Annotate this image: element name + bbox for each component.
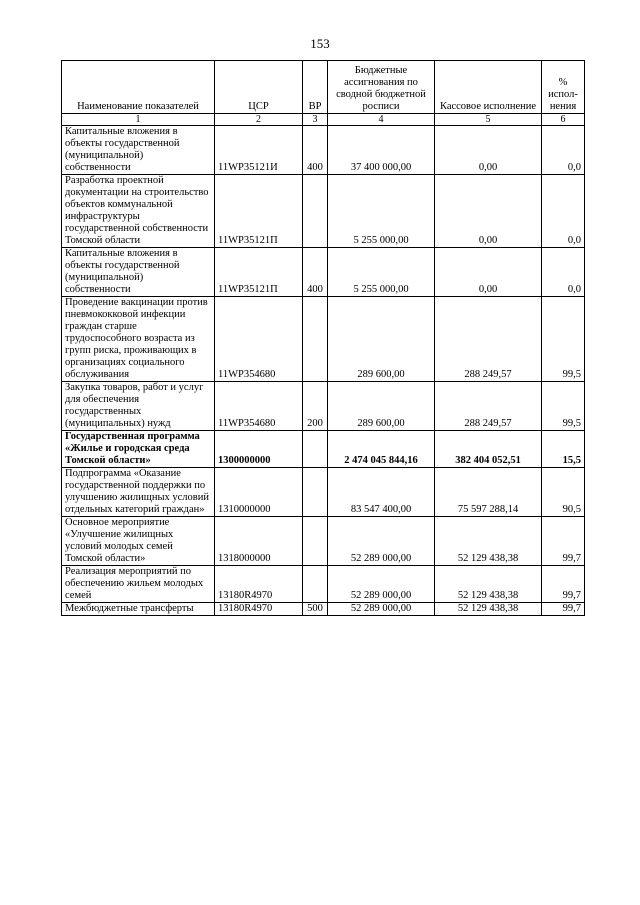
header-row <box>62 61 585 114</box>
column-number-row <box>62 114 585 126</box>
cell-pct: 0,0 <box>542 126 585 175</box>
header-vr: ВР <box>303 61 328 114</box>
cell-cash: 52 129 438,38 <box>435 603 542 616</box>
cell-name: Закупка товаров, работ и услуг для обеспечения государственных (муниципальных) нужд <box>62 382 215 431</box>
page-number: 153 <box>310 36 330 51</box>
table-row <box>62 566 585 603</box>
cell-cash: 0,00 <box>435 248 542 297</box>
cell-name: Капитальные вложения в объекты государственной (муниципальной) собственности <box>62 126 215 175</box>
table-row <box>62 297 585 382</box>
cell-csr: 11WP35121П <box>215 175 303 248</box>
cell-cash: 52 129 438,38 <box>435 566 542 603</box>
header-csr: ЦСР <box>215 61 303 114</box>
header-name: Наименование показателей <box>62 61 215 114</box>
cell-vr <box>303 175 328 248</box>
cell-csr: 13180R4970 <box>215 603 303 616</box>
cell-name: Разработка проектной документации на строительство объектов коммунальной инфраструктуры государственной собственности Томской области <box>62 175 215 248</box>
cell-budget: 2 474 045 844,16 <box>328 431 435 468</box>
cell-budget: 5 255 000,00 <box>328 248 435 297</box>
table-row <box>62 603 585 616</box>
cell-name: Реализация мероприятий по обеспечению жильем молодых семей <box>62 566 215 603</box>
table-row <box>62 468 585 517</box>
cell-pct: 0,0 <box>542 175 585 248</box>
cell-budget: 5 255 000,00 <box>328 175 435 248</box>
cell-pct: 15,5 <box>542 431 585 468</box>
header-pct: % испол- нения <box>542 61 585 114</box>
column-number: 5 <box>435 114 542 126</box>
cell-vr: 200 <box>303 382 328 431</box>
cell-vr: 400 <box>303 248 328 297</box>
cell-budget: 52 289 000,00 <box>328 566 435 603</box>
table-row <box>62 431 585 468</box>
cell-name: Капитальные вложения в объекты государственной (муниципальной) собственности <box>62 248 215 297</box>
table-row <box>62 126 585 175</box>
cell-cash: 75 597 288,14 <box>435 468 542 517</box>
cell-cash: 0,00 <box>435 126 542 175</box>
column-number: 4 <box>328 114 435 126</box>
cell-name: Подпрограмма «Оказание государственной поддержки по улучшению жилищных условий отдельных категорий граждан» <box>62 468 215 517</box>
cell-vr <box>303 566 328 603</box>
cell-csr: 11WP35121П <box>215 248 303 297</box>
cell-csr: 11WP354680 <box>215 382 303 431</box>
column-number: 2 <box>215 114 303 126</box>
column-number: 3 <box>303 114 328 126</box>
cell-pct: 90,5 <box>542 468 585 517</box>
cell-pct: 99,7 <box>542 517 585 566</box>
cell-budget: 289 600,00 <box>328 382 435 431</box>
cell-budget: 52 289 000,00 <box>328 603 435 616</box>
cell-budget: 52 289 000,00 <box>328 517 435 566</box>
cell-cash: 288 249,57 <box>435 382 542 431</box>
table-row <box>62 517 585 566</box>
cell-csr: 13180R4970 <box>215 566 303 603</box>
cell-vr: 500 <box>303 603 328 616</box>
cell-vr <box>303 431 328 468</box>
cell-csr: 1300000000 <box>215 431 303 468</box>
cell-cash: 288 249,57 <box>435 297 542 382</box>
cell-vr <box>303 517 328 566</box>
table-row <box>62 248 585 297</box>
cell-pct: 99,5 <box>542 382 585 431</box>
cell-pct: 99,5 <box>542 297 585 382</box>
cell-pct: 99,7 <box>542 603 585 616</box>
cell-cash: 52 129 438,38 <box>435 517 542 566</box>
cell-name: Межбюджетные трансферты <box>62 603 215 616</box>
cell-csr: 1318000000 <box>215 517 303 566</box>
cell-name: Основное мероприятие «Улучшение жилищных условий молодых семей Томской области» <box>62 517 215 566</box>
cell-budget: 83 547 400,00 <box>328 468 435 517</box>
cell-cash: 382 404 052,51 <box>435 431 542 468</box>
cell-budget: 289 600,00 <box>328 297 435 382</box>
cell-cash: 0,00 <box>435 175 542 248</box>
budget-table <box>61 60 585 616</box>
column-number: 1 <box>62 114 215 126</box>
cell-vr <box>303 297 328 382</box>
table-row <box>62 382 585 431</box>
cell-csr: 1310000000 <box>215 468 303 517</box>
cell-budget: 37 400 000,00 <box>328 126 435 175</box>
table-row <box>62 175 585 248</box>
cell-vr: 400 <box>303 126 328 175</box>
column-number: 6 <box>542 114 585 126</box>
cell-pct: 0,0 <box>542 248 585 297</box>
cell-pct: 99,7 <box>542 566 585 603</box>
cell-name: Государственная программа «Жилье и городская среда Томской области» <box>62 431 215 468</box>
header-budget: Бюджетные ассигнования по сводной бюджетной росписи <box>328 61 435 114</box>
cell-csr: 11WP35121И <box>215 126 303 175</box>
header-cash: Кассовое исполнение <box>435 61 542 114</box>
cell-vr <box>303 468 328 517</box>
cell-csr: 11WP354680 <box>215 297 303 382</box>
cell-name: Проведение вакцинации против пневмококковой инфекции граждан старше трудоспособного возраста из групп риска, проживающих в организациях социального обслуживания <box>62 297 215 382</box>
